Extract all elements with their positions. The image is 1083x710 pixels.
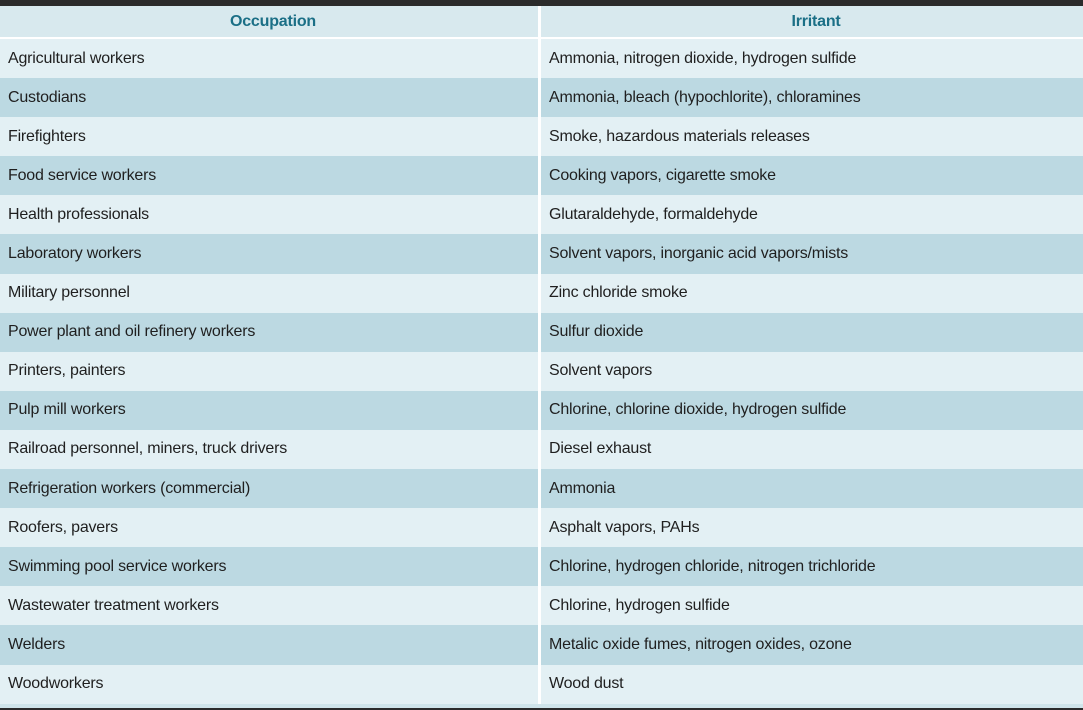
occupation-cell: Military personnel xyxy=(0,274,541,313)
table-row xyxy=(0,665,1083,704)
table-row xyxy=(0,313,1083,352)
table-row xyxy=(0,117,1083,156)
table-row xyxy=(0,547,1083,586)
occupation-cell: Refrigeration workers (commercial) xyxy=(0,469,541,508)
occupation-cell: Pulp mill workers xyxy=(0,391,541,430)
occupation-cell: Roofers, pavers xyxy=(0,508,541,547)
irritant-cell: Metalic oxide fumes, nitrogen oxides, ozone xyxy=(549,635,852,653)
occupation-cell: Power plant and oil refinery workers xyxy=(0,313,541,352)
occupation-irritant-table xyxy=(0,6,1083,708)
occupation-cell: Custodians xyxy=(0,78,541,117)
table-row xyxy=(0,508,1083,547)
irritant-cell: Sulfur dioxide xyxy=(549,323,644,341)
irritant-cell: Solvent vapors, inorganic acid vapors/mists xyxy=(549,245,849,263)
table-row xyxy=(0,195,1083,234)
irritant-cell: Zinc chloride smoke xyxy=(549,284,688,302)
occupation-cell: Wastewater treatment workers xyxy=(0,586,541,625)
header-irritant: Irritant xyxy=(791,12,841,30)
irritant-cell: Ammonia, nitrogen dioxide, hydrogen sulfide xyxy=(549,49,857,67)
occupation-cell: Firefighters xyxy=(0,117,541,156)
irritant-cell: Ammonia xyxy=(549,479,616,497)
table-row xyxy=(0,352,1083,391)
occupation-cell: Agricultural workers xyxy=(0,39,541,78)
irritant-cell: Ammonia, bleach (hypochlorite), chloramines xyxy=(549,88,861,106)
table-header-row xyxy=(0,6,1083,39)
irritant-cell: Chlorine, hydrogen sulfide xyxy=(549,596,730,614)
occupation-cell: Welders xyxy=(0,625,541,664)
irritant-cell: Asphalt vapors, PAHs xyxy=(549,518,700,536)
irritant-cell: Cooking vapors, cigarette smoke xyxy=(549,166,776,184)
table-row xyxy=(0,430,1083,469)
occupation-cell: Laboratory workers xyxy=(0,234,541,273)
irritant-cell: Chlorine, hydrogen chloride, nitrogen trichloride xyxy=(549,557,876,575)
irritant-cell: Glutaraldehyde, formaldehyde xyxy=(549,205,758,223)
table-row xyxy=(0,625,1083,664)
table-row xyxy=(0,469,1083,508)
header-occupation: Occupation xyxy=(0,6,541,37)
irritant-cell: Smoke, hazardous materials releases xyxy=(549,127,810,145)
irritant-cell: Wood dust xyxy=(549,675,624,693)
table-row xyxy=(0,156,1083,195)
table-row xyxy=(0,234,1083,273)
occupation-cell: Food service workers xyxy=(0,156,541,195)
table-row xyxy=(0,391,1083,430)
occupation-cell: Swimming pool service workers xyxy=(0,547,541,586)
table-row xyxy=(0,78,1083,117)
irritant-cell: Solvent vapors xyxy=(549,362,653,380)
irritant-cell: Chlorine, chlorine dioxide, hydrogen sulfide xyxy=(549,401,847,419)
occupation-cell: Railroad personnel, miners, truck drivers xyxy=(0,430,541,469)
table-row xyxy=(0,39,1083,78)
table-row xyxy=(0,586,1083,625)
table-row xyxy=(0,274,1083,313)
occupation-cell: Printers, painters xyxy=(0,352,541,391)
occupation-cell: Woodworkers xyxy=(0,665,541,704)
occupation-cell: Health professionals xyxy=(0,195,541,234)
irritant-cell: Diesel exhaust xyxy=(549,440,652,458)
